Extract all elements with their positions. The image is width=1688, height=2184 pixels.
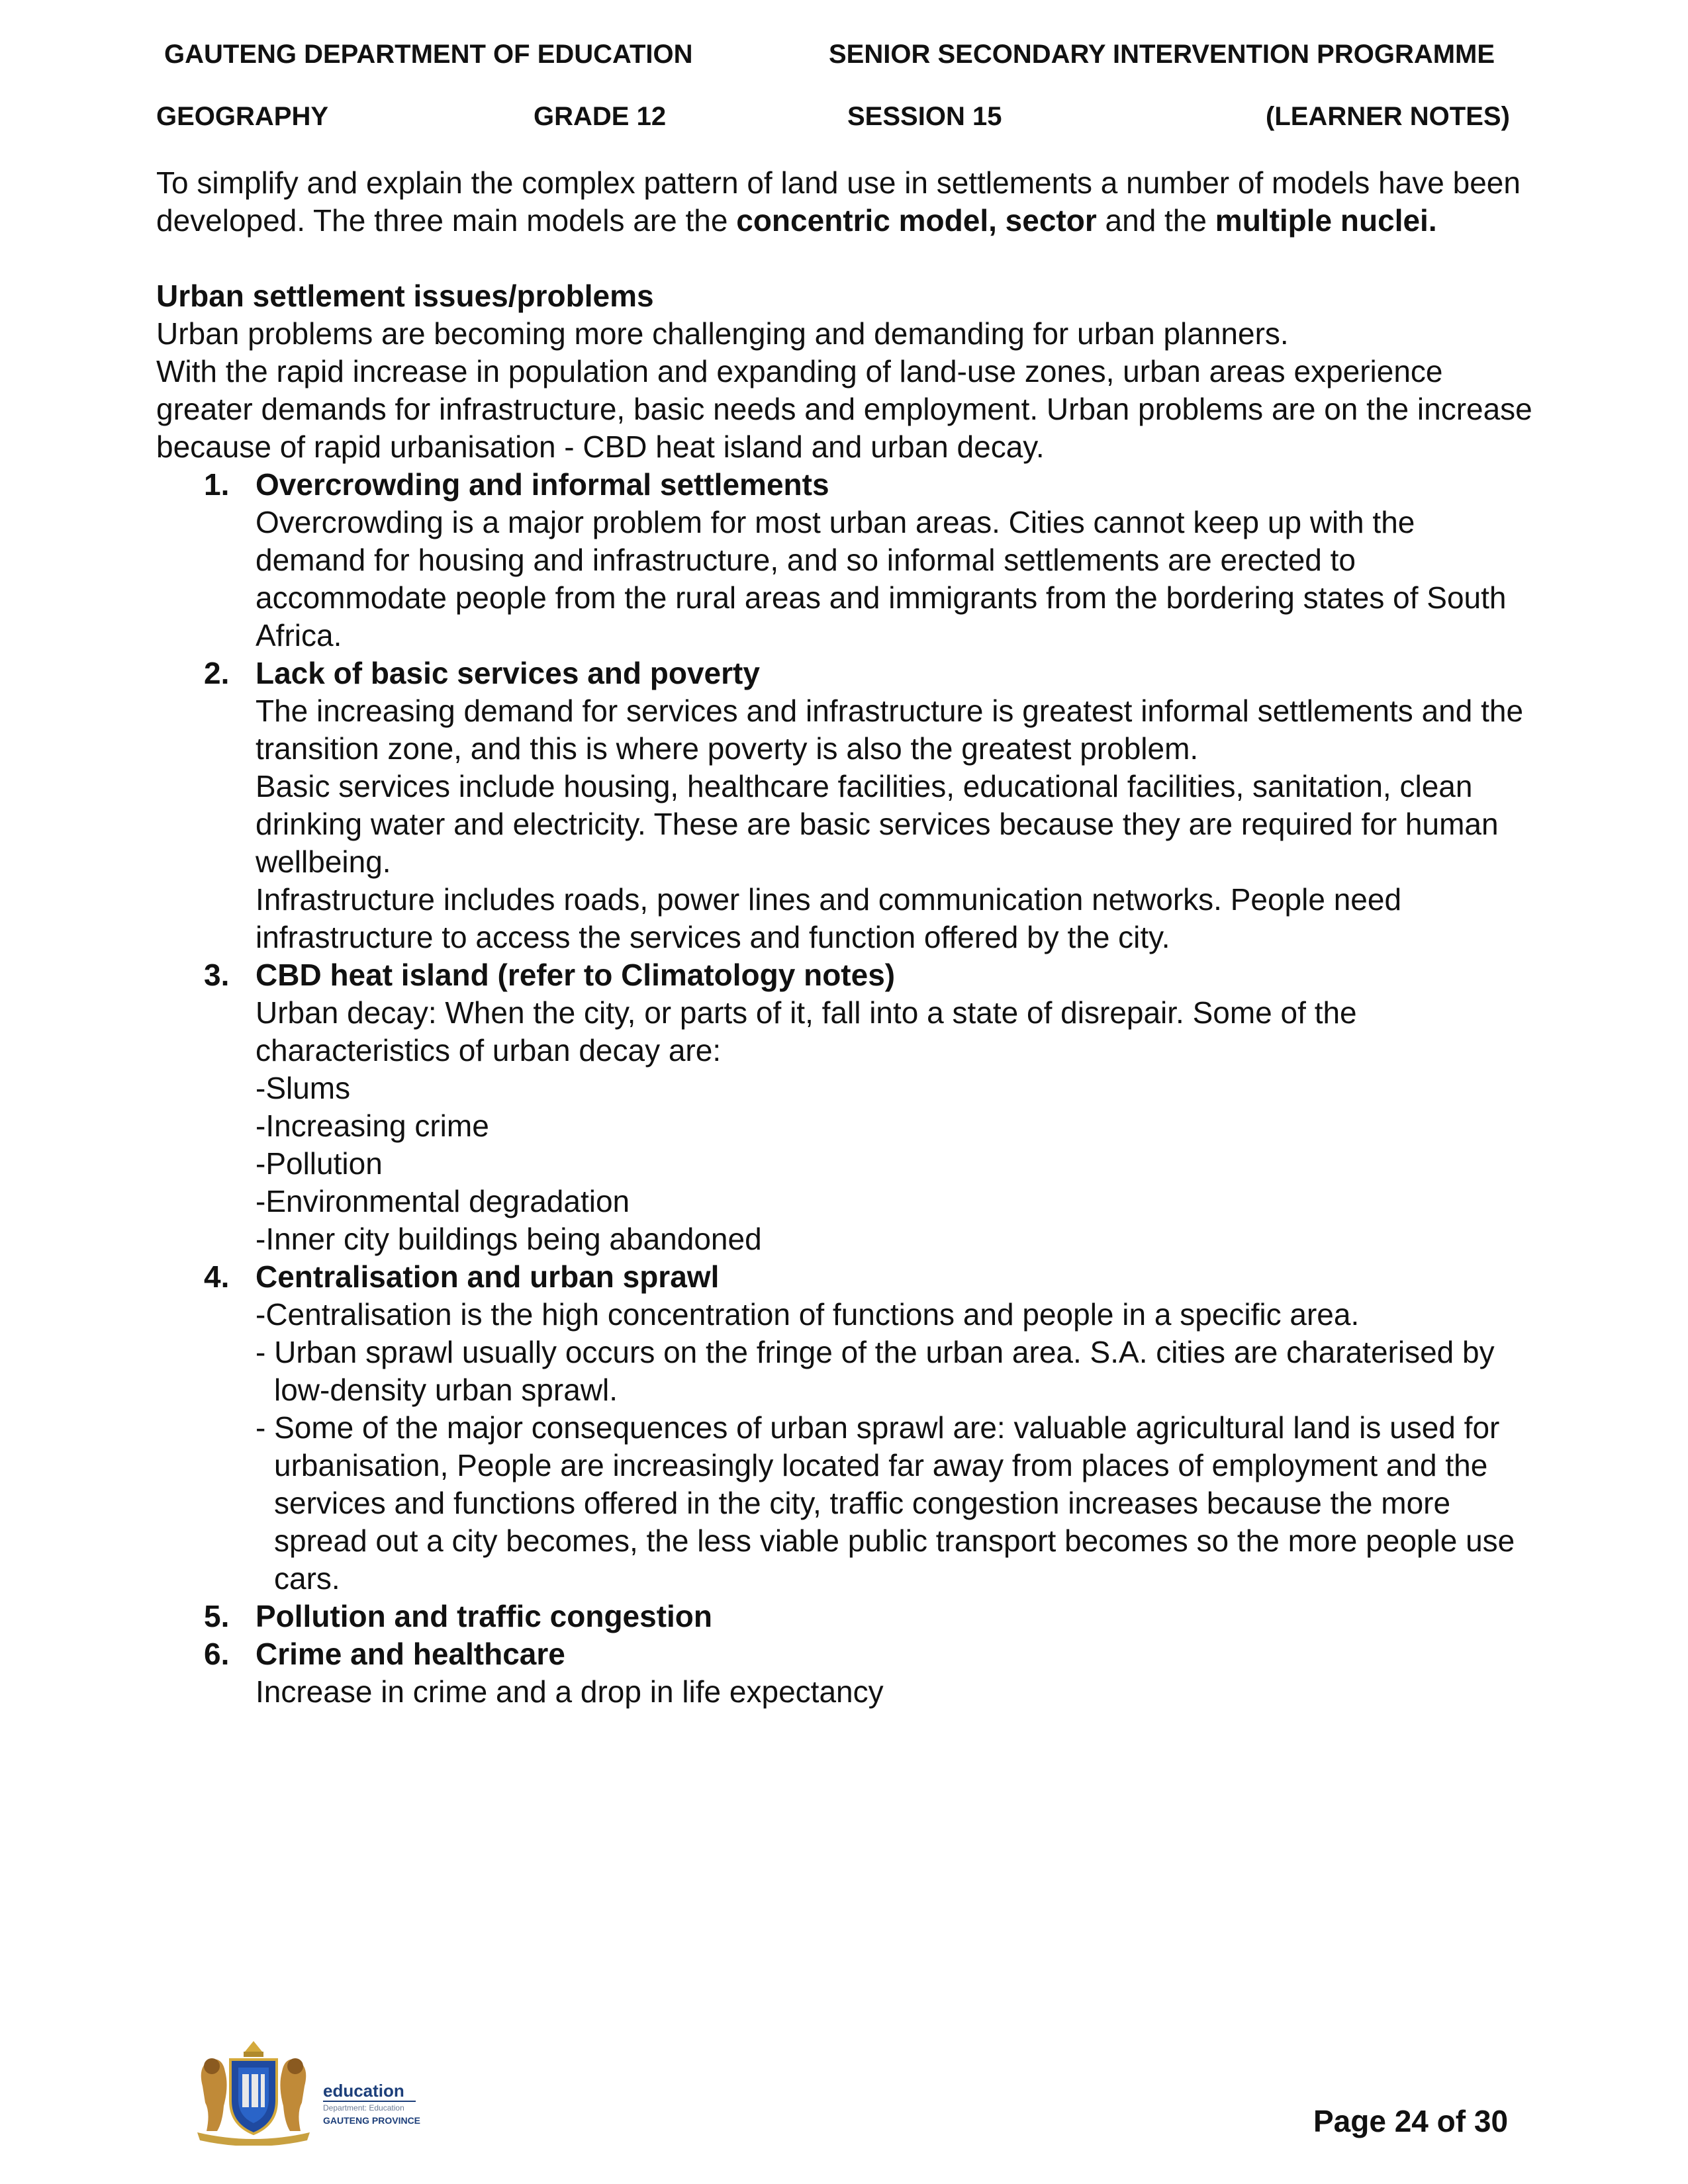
issues-line-2: With the rapid increase in population and expanding of land-use zones, urban areas experience greater demands for infrastructure, basic needs and employment. Urban problems are on the increase because of rapid urbanisation - CBD heat island and urban decay. [156, 354, 1532, 464]
issues-heading: Urban settlement issues/problems [156, 279, 654, 313]
item-text: Urban decay: When the city, or parts of it, fall into a state of disrepair. Some of the characteristics of urban decay are: [256, 995, 1357, 1068]
page-number: Page 24 of 30 [1313, 2104, 1509, 2138]
item-title: Overcrowding and informal settlements [256, 467, 829, 502]
header-department: GAUTENG DEPARTMENT OF EDUCATION [164, 40, 693, 69]
intro-bold-models: concentric model, sector [736, 203, 1097, 238]
item-title: Lack of basic services and poverty [256, 656, 760, 690]
item-title: Centralisation and urban sprawl [256, 1259, 720, 1294]
item-text: Overcrowding is a major problem for most urban areas. Cities cannot keep up with the demand for housing and infrastructure, and so informal settlements are erected to accommodate people from the rural areas and immigrants from the bordering states of South Africa. [256, 505, 1507, 653]
item-number: 2. [204, 656, 230, 690]
item-paragraph: -Centralisation is the high concentration of functions and people in a specific area. [256, 1297, 1360, 1332]
issues-line-1: Urban problems are becoming more challenging and demanding for urban planners. [156, 316, 1289, 351]
item-paragraph: - Urban sprawl usually occurs on the fringe of the urban area. S.A. cities are charaterised by low-density urban sprawl. [256, 1335, 1495, 1407]
intro-text: To simplify and explain the complex pattern of land use in settlements a number of models have been developed. The three main models are the [156, 165, 1521, 238]
intro-text-and: and the [1096, 203, 1215, 238]
list-item-6 [156, 1635, 1533, 1711]
item-paragraph: The increasing demand for services and infrastructure is greatest informal settlements and the transition zone, and this is where poverty is also the greatest problem. [256, 694, 1524, 766]
body-content [156, 164, 1533, 1711]
item-title: CBD heat island (refer to Climatology notes) [256, 958, 896, 992]
item-title: Pollution and traffic congestion [256, 1599, 712, 1633]
header-session: SESSION 15 [847, 102, 1002, 131]
logo-wordmark: education [323, 2081, 404, 2101]
logo-subtitle: Department: Education [323, 2103, 404, 2113]
decay-list-item: -Increasing crime [256, 1109, 489, 1143]
list-item-1 [156, 466, 1533, 655]
list-item-4 [156, 1258, 1533, 1598]
decay-list-item: -Inner city buildings being abandoned [256, 1222, 762, 1256]
list-item-3 [156, 956, 1533, 1258]
decay-list-item: -Pollution [256, 1146, 383, 1181]
item-paragraph: - Some of the major consequences of urban sprawl are: valuable agricultural land is used for urbanisation, People are increasingly located far away from places of employment and the services and functions offered in the city, traffic congestion increases because the more spread out a city becomes, the less viable public transport becomes so the more people use cars. [256, 1410, 1515, 1596]
intro-bold-last: multiple nuclei. [1215, 203, 1437, 238]
intro-paragraph [156, 164, 1533, 240]
list-item-2 [156, 655, 1533, 956]
header-programme: SENIOR SECONDARY INTERVENTION PROGRAMME [829, 40, 1495, 69]
item-title: Crime and healthcare [256, 1637, 565, 1671]
coat-of-arms-icon [191, 2040, 316, 2146]
item-paragraph: Basic services include housing, healthcare facilities, educational facilities, sanitation, clean drinking water and electricity. These are basic services because they are required for human wellbeing. [256, 769, 1499, 879]
item-number: 3. [204, 958, 230, 992]
item-number: 1. [204, 467, 230, 502]
decay-list-item: -Slums [256, 1071, 351, 1105]
header-notes-type: (LEARNER NOTES) [1266, 102, 1510, 131]
logo-divider [323, 2101, 416, 2102]
item-number: 6. [204, 1637, 230, 1671]
decay-list-item: -Environmental degradation [256, 1184, 630, 1218]
logo-province: GAUTENG PROVINCE [323, 2115, 421, 2126]
header-subject: GEOGRAPHY [156, 102, 329, 131]
item-number: 5. [204, 1599, 230, 1633]
spacer [156, 240, 1533, 277]
list-item-5 [156, 1598, 1533, 1635]
header-grade: GRADE 12 [534, 102, 667, 131]
item-number: 4. [204, 1259, 230, 1294]
gauteng-education-logo [191, 2040, 455, 2146]
item-paragraph: Infrastructure includes roads, power lines and communication networks. People need infrastructure to access the services and function offered by the city. [256, 882, 1402, 954]
item-text: Increase in crime and a drop in life expectancy [256, 1674, 884, 1709]
